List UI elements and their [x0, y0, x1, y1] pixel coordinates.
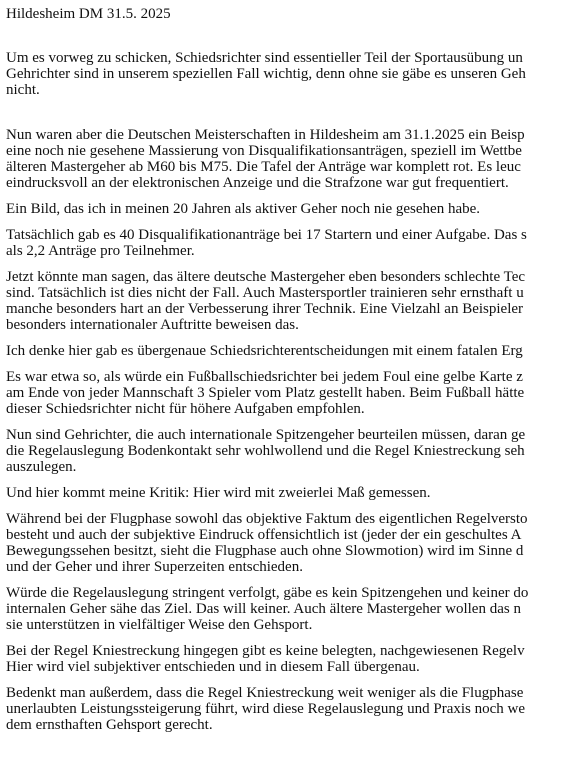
paragraph-line: sie unterstützen in vielfältiger Weise den Gehsport. — [6, 617, 313, 633]
paragraph-line: Gehrichter sind in unserem speziellen Fall wichtig, denn ohne sie gäbe es unseren Geh — [6, 66, 526, 82]
paragraph — [6, 685, 568, 733]
paragraph — [6, 269, 568, 333]
paragraph-line: älteren Mastergeher ab M60 bis M75. Die Tafel der Anträge war komplett rot. Es leuc — [6, 159, 521, 175]
paragraph-line: eine noch nie gesehene Massierung von Disqualifikationsanträgen, speziell im Wettbe — [6, 143, 522, 159]
paragraph — [6, 50, 568, 98]
paragraph-line: sind. Tatsächlich ist dies nicht der Fall. Auch Mastersportler trainieren sehr ernsthaft u — [6, 285, 524, 301]
paragraph-line: eindrucksvoll an der elektronischen Anzeige und die Strafzone war gut frequentiert. — [6, 175, 509, 191]
paragraph-line: Jetzt könnte man sagen, das ältere deutsche Mastergeher eben besonders schlechte Tec — [6, 269, 526, 285]
paragraph — [6, 427, 568, 475]
paragraph — [6, 511, 568, 575]
paragraph-line: manche besonders hart an der Verbesserung ihrer Technik. Eine Vielzahl an Beispieler — [6, 301, 524, 317]
document-body — [6, 6, 568, 743]
paragraph-line: Es war etwa so, als würde ein Fußballschiedsrichter bei jedem Foul eine gelbe Karte z — [6, 369, 523, 385]
paragraph — [6, 485, 568, 501]
paragraph — [6, 643, 568, 675]
paragraph-line: dem ernsthaften Gehsport gerecht. — [6, 717, 213, 733]
paragraph-line: Ein Bild, das ich in meinen 20 Jahren als aktiver Geher noch nie gesehen habe. — [6, 201, 481, 217]
paragraph-line: Bedenkt man außerdem, dass die Regel Kniestreckung weit weniger als die Flugphase — [6, 685, 524, 701]
paragraph-line: internalen Geher sähe das Ziel. Das will keiner. Auch ältere Mastergeher wollen das n — [6, 601, 521, 617]
paragraph — [6, 127, 568, 191]
paragraph-line: am Ende von jeder Mannschaft 3 Spieler vom Platz gestellt haben. Beim Fußball hätte — [6, 385, 525, 401]
paragraph-line: Um es vorweg zu schicken, Schiedsrichter sind essentieller Teil der Sportausübung un — [6, 50, 523, 66]
paragraph-line: auszulegen. — [6, 459, 77, 475]
paragraph-line: als 2,2 Anträge pro Teilnehmer. — [6, 243, 195, 259]
paragraph-line: und der Geher und ihrer Superzeiten entschieden. — [6, 559, 303, 575]
paragraph-line: Nun sind Gehrichter, die auch internationale Spitzengeher beurteilen müssen, daran ge — [6, 427, 526, 443]
paragraph — [6, 585, 568, 633]
paragraph-line: unerlaubten Leistungssteigerung führt, wird diese Regelauslegung und Praxis noch we — [6, 701, 526, 717]
paragraph-line: die Regelauslegung Bodenkontakt sehr wohlwollend und die Regel Kniestreckung seh — [6, 443, 525, 459]
paragraph-line: dieser Schiedsrichter nicht für höhere Aufgaben empfohlen. — [6, 401, 365, 417]
paragraph-line: nicht. — [6, 82, 40, 98]
paragraph-line: besteht und auch der subjektive Eindruck offensichtlich ist (jeder der ein geschultes A — [6, 527, 522, 543]
paragraph-line: Würde die Regelauslegung stringent verfolgt, gäbe es kein Spitzengehen und keiner do — [6, 585, 529, 601]
paragraph-line: Ich denke hier gab es übergenaue Schiedsrichterentscheidungen mit einem fatalen Erg — [6, 343, 523, 359]
paragraph-container — [6, 50, 568, 733]
paragraph-line: besonders internationaler Auftritte beweisen das. — [6, 317, 299, 333]
paragraph-line: Bewegungssehen besitzt, sieht die Flugphase auch ohne Slowmotion) wird im Sinne d — [6, 543, 524, 559]
paragraph-line: Hier wird viel subjektiver entschieden und in diesem Fall übergenau. — [6, 659, 420, 675]
paragraph — [6, 369, 568, 417]
paragraph-line: Und hier kommt meine Kritik: Hier wird mit zweierlei Maß gemessen. — [6, 485, 431, 501]
document-title: Hildesheim DM 31.5. 2025 — [6, 6, 171, 22]
paragraph-line: Bei der Regel Kniestreckung hingegen gibt es keine belegten, nachgewiesenen Regelv — [6, 643, 525, 659]
paragraph-line: Tatsächlich gab es 40 Disqualifikationanträge bei 17 Startern und einer Aufgabe. Das s — [6, 227, 527, 243]
paragraph — [6, 201, 568, 217]
paragraph — [6, 343, 568, 359]
paragraph-line: Nun waren aber die Deutschen Meisterschaften in Hildesheim am 31.1.2025 ein Beisp — [6, 127, 525, 143]
paragraph — [6, 227, 568, 259]
paragraph-line: Während bei der Flugphase sowohl das objektive Faktum des eigentlichen Regelversto — [6, 511, 528, 527]
